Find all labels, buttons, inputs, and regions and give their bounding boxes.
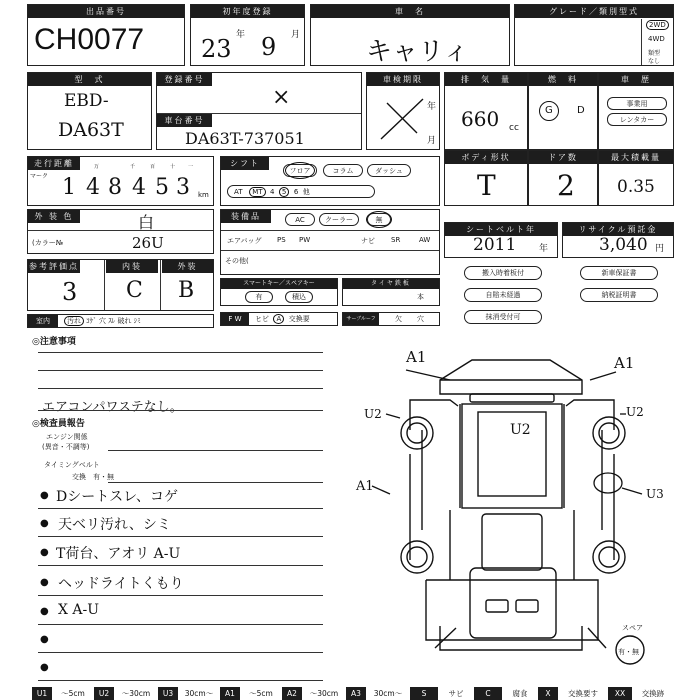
report-line	[38, 595, 323, 596]
damage-mark: U2	[364, 407, 382, 421]
tire-box	[342, 278, 440, 306]
shift-dash: ダッシュ	[367, 164, 411, 177]
bullet: ●	[40, 490, 49, 501]
mileage-label: 走行距離	[28, 157, 80, 170]
timing-label: タイミングベルト	[44, 461, 100, 469]
model-line1: EBD-	[64, 91, 109, 111]
first-registration-label: 初年度登録	[191, 5, 304, 18]
interior-bar	[27, 314, 214, 328]
sunroof-bar	[342, 312, 440, 326]
engine-sub-label: (異音・不調等)	[42, 443, 90, 451]
seatbelt-label: シートベルト年	[445, 223, 557, 236]
payload-label: 最大積載量	[599, 151, 673, 164]
doc-arrival-plate: 搬入時着板付	[464, 266, 542, 280]
fw-bar	[220, 312, 338, 326]
opt-hole: 穴	[98, 317, 106, 325]
shift-other: 他	[302, 188, 310, 196]
history-business: 事業用	[607, 97, 667, 110]
notes-label: ◎注意事項	[32, 337, 76, 347]
body-type-label: ボディ形状	[445, 151, 527, 164]
report-line-text: 天ベリ汚れ、シミ	[58, 517, 171, 533]
doors-box	[528, 150, 598, 206]
mileage-box	[27, 156, 214, 206]
legend-desc: 〜5cm	[249, 689, 273, 698]
legend-desc: サビ	[448, 689, 464, 698]
note-line	[38, 388, 323, 389]
legend-code: A2	[282, 687, 302, 700]
timing-options: 交換 有・無	[72, 473, 114, 481]
fuel-g: G	[545, 105, 553, 116]
lot-number-box	[27, 4, 185, 66]
doc-insurance: 自賠未経過	[464, 288, 542, 302]
opt-dirt: 汚れ	[64, 316, 84, 326]
color-value: 白	[138, 213, 155, 232]
body-type-box	[444, 150, 528, 206]
note-line	[38, 352, 323, 353]
report-line-text: Dシートスレ、コゲ	[56, 489, 178, 505]
doc-cancel: 抹消受付可	[464, 310, 542, 324]
note-line	[38, 370, 323, 371]
insp-year-unit: 年	[427, 102, 437, 112]
key-box	[220, 278, 338, 306]
mileage-digit: 8	[108, 175, 122, 200]
history-box	[598, 72, 674, 150]
opt-a: A	[273, 314, 284, 324]
shift-mt: MT	[249, 187, 265, 197]
shift-box	[220, 156, 440, 206]
lot-number-value: CH0077	[34, 23, 145, 56]
opt-burn: ｺｹﾞ	[86, 317, 97, 325]
report-line	[108, 482, 323, 483]
seatbelt-box	[444, 222, 558, 258]
opt-type: 類型	[648, 50, 661, 57]
chassis-value: DA63T-737051	[185, 129, 305, 148]
interior-bar-opts	[64, 316, 141, 326]
bullet: ●	[40, 662, 49, 673]
opt-replace: 交換要	[288, 315, 310, 323]
unit-10: 十	[170, 164, 176, 170]
reg-number-label: 登録番号	[157, 73, 212, 86]
opt-missing: 欠	[395, 315, 402, 323]
mileage-digit: 4	[132, 175, 146, 200]
car-name-box	[310, 4, 510, 66]
car-name-value: キャリィ	[366, 37, 469, 67]
equip-pw: PW	[299, 236, 311, 244]
report-line	[38, 624, 323, 625]
mileage-digit: 3	[176, 175, 190, 200]
inspection-label: 車検期限	[367, 73, 439, 86]
mileage-digit: 1	[62, 175, 76, 200]
equip-cooler: クーラー	[319, 213, 359, 226]
opt-2wd: 2WD	[646, 20, 669, 30]
floor-circle	[285, 162, 315, 179]
equip-none-circle	[366, 211, 392, 228]
grade-box	[514, 4, 674, 66]
opt-hole2: 穴	[417, 315, 424, 323]
report-label: ◎検査員報告	[32, 419, 85, 429]
legend-desc: 腐食	[512, 689, 528, 698]
model-line2: DA63T	[58, 119, 124, 141]
damage-mark: U2	[626, 405, 644, 419]
legend-code: X	[538, 687, 558, 700]
truck-diagram	[330, 330, 700, 682]
seatbelt-unit: 年	[539, 244, 549, 254]
equip-other: その他(	[225, 257, 249, 265]
opt-scuff: ｽﾚ	[108, 317, 116, 325]
damage-mark: A1	[406, 348, 427, 366]
damage-mark: A1	[356, 479, 374, 494]
unit-100: 百	[150, 164, 156, 170]
interior-score: C	[126, 278, 143, 303]
bullet: ●	[40, 606, 49, 617]
score-label: 参考評価点	[29, 262, 79, 271]
sunroof-bar-label: サーブルーフ	[343, 313, 379, 325]
legend-code: A1	[220, 687, 240, 700]
key-label: スマートキー／スペアキー	[221, 279, 337, 289]
payload-box	[598, 150, 674, 206]
payload-value: 0.35	[617, 177, 655, 197]
fw-bar-label: F W	[221, 313, 249, 325]
doc-warranty: 新車保証書	[580, 266, 658, 280]
legend-code: XX	[608, 687, 632, 700]
recycle-label: リサイクル預託金	[563, 223, 673, 236]
report-line	[38, 680, 323, 681]
damage-mark: U2	[510, 422, 531, 438]
damage-mark: A1	[614, 354, 635, 372]
equip-ps: PS	[277, 236, 286, 244]
opt-4wd: 4WD	[648, 35, 665, 43]
opt-none: なし	[648, 58, 661, 65]
note-text: エアコンパワステなし。	[42, 400, 183, 415]
interior-score-label: 内装	[106, 260, 158, 273]
bullet: ●	[40, 518, 49, 529]
recycle-value: 3,040	[599, 235, 648, 255]
report-line	[108, 450, 323, 451]
displacement-unit: cc	[509, 123, 519, 133]
doors-label: ドア数	[529, 151, 597, 164]
body-type-value: T	[477, 169, 496, 202]
score-box	[27, 259, 214, 311]
report-line	[38, 508, 323, 509]
first-reg-year: 23	[201, 35, 232, 63]
history-label: 車 歴	[599, 73, 673, 86]
mileage-km: km	[198, 191, 209, 199]
mileage-mark: マーク	[30, 173, 49, 180]
report-line	[38, 652, 323, 653]
legend-code: C	[474, 687, 502, 700]
bullet: ●	[40, 547, 49, 558]
shift-5: 5	[279, 187, 289, 197]
car-name-label: 車 名	[311, 5, 509, 18]
inspection-box	[366, 72, 440, 150]
legend-desc: 〜30cm	[121, 689, 151, 698]
shift-6: 6	[293, 188, 299, 196]
shift-floor: フロア	[283, 164, 317, 177]
displacement-label: 排 気 量	[445, 73, 527, 86]
bullet: ●	[40, 634, 49, 645]
legend-desc: 〜30cm	[309, 689, 339, 698]
legend-code: U2	[94, 687, 114, 700]
unit-1k: 千	[130, 164, 136, 170]
report-line-text: ヘッドライトくもり	[58, 576, 184, 592]
drive-options	[641, 19, 674, 65]
fuel-box	[528, 72, 598, 150]
opt-tear: 破れ	[117, 317, 132, 325]
legend-code: U1	[32, 687, 52, 700]
first-reg-month: 9	[261, 33, 277, 61]
spare-options: 有・無	[618, 648, 639, 656]
model-box	[27, 72, 152, 150]
doors-value: 2	[557, 169, 575, 202]
legend-code: U3	[158, 687, 178, 700]
legend-code: S	[410, 687, 438, 700]
equip-aw: AW	[419, 236, 431, 244]
opt-stain: ｼﾐ	[133, 317, 141, 325]
fuel-d: D	[577, 105, 585, 116]
unit-10k: 万	[94, 164, 100, 170]
equip-airbag: エアバッグ	[227, 237, 262, 245]
year-unit: 年	[236, 30, 246, 40]
reg-number-value: ×	[272, 85, 291, 110]
report-line-text: T荷台、アオリ A-U	[56, 546, 181, 562]
legend-desc: 30cm〜	[373, 689, 403, 698]
opt-crack: ヒビ	[255, 315, 269, 323]
note-line	[38, 410, 323, 411]
report-line	[38, 565, 323, 566]
unit-1: 一	[188, 164, 194, 170]
shift-4: 4	[270, 188, 275, 196]
registration-box	[156, 72, 362, 150]
shift-label: シフト	[221, 157, 269, 170]
damage-mark: U3	[646, 487, 664, 501]
equip-none: 無	[367, 213, 391, 226]
mileage-digit: 4	[86, 175, 100, 200]
legend-desc: 〜5cm	[61, 689, 85, 698]
tire-unit: 本	[417, 293, 424, 301]
overall-score: 3	[62, 278, 78, 306]
equipment-label: 装備品	[221, 210, 271, 223]
legend-desc: 交換跡	[641, 689, 665, 698]
engine-label: エンジン関係	[46, 433, 88, 441]
grade-label: グレード／類別型式	[515, 5, 673, 18]
lot-number-label: 出品番号	[28, 5, 184, 18]
mileage-digit: 5	[155, 175, 169, 200]
tire-label: タイヤ鉄板	[343, 279, 439, 289]
shift-row2	[227, 185, 375, 198]
fw-bar-opts	[255, 314, 310, 324]
color-code-value: 26U	[132, 234, 164, 252]
color-code-label: (カラー№	[32, 239, 64, 247]
equip-sr: SR	[391, 236, 401, 244]
exterior-score-label: 外装	[162, 260, 213, 273]
report-line	[38, 536, 323, 537]
inspection-strike	[377, 91, 429, 143]
first-registration-box	[190, 4, 305, 66]
month-unit: 月	[291, 30, 301, 40]
model-label: 型 式	[28, 73, 151, 86]
displacement-box	[444, 72, 528, 150]
shift-at: AT	[234, 188, 243, 196]
bullet: ●	[40, 577, 49, 588]
legend-desc: 30cm〜	[184, 689, 214, 698]
color-box	[27, 209, 214, 254]
seatbelt-value: 2011	[473, 235, 517, 255]
displacement-value: 660	[461, 107, 500, 131]
legend-code: A3	[346, 687, 366, 700]
exterior-score: B	[178, 278, 195, 303]
legend-desc: 交換要す	[568, 689, 598, 698]
equipment-box	[220, 209, 440, 275]
doc-tax: 納税証明書	[580, 288, 658, 302]
history-rental: レンタカー	[607, 113, 667, 126]
interior-bar-label: 室内	[28, 315, 58, 327]
color-label: 外 装 色	[28, 210, 80, 223]
equip-navi: ナビ	[361, 237, 375, 245]
recycle-unit: 円	[655, 244, 665, 254]
chassis-label: 車台番号	[157, 114, 212, 127]
equip-ac: AC	[285, 213, 315, 226]
insp-month-unit: 月	[427, 136, 437, 146]
key-loaded: 積込	[285, 291, 313, 303]
fuel-label: 燃 料	[529, 73, 597, 86]
recycle-box	[562, 222, 674, 258]
key-yes: 有	[245, 291, 273, 303]
shift-column: コラム	[323, 164, 363, 177]
spare-label: スペア	[622, 624, 643, 632]
report-line-text: X A-U	[58, 602, 100, 618]
